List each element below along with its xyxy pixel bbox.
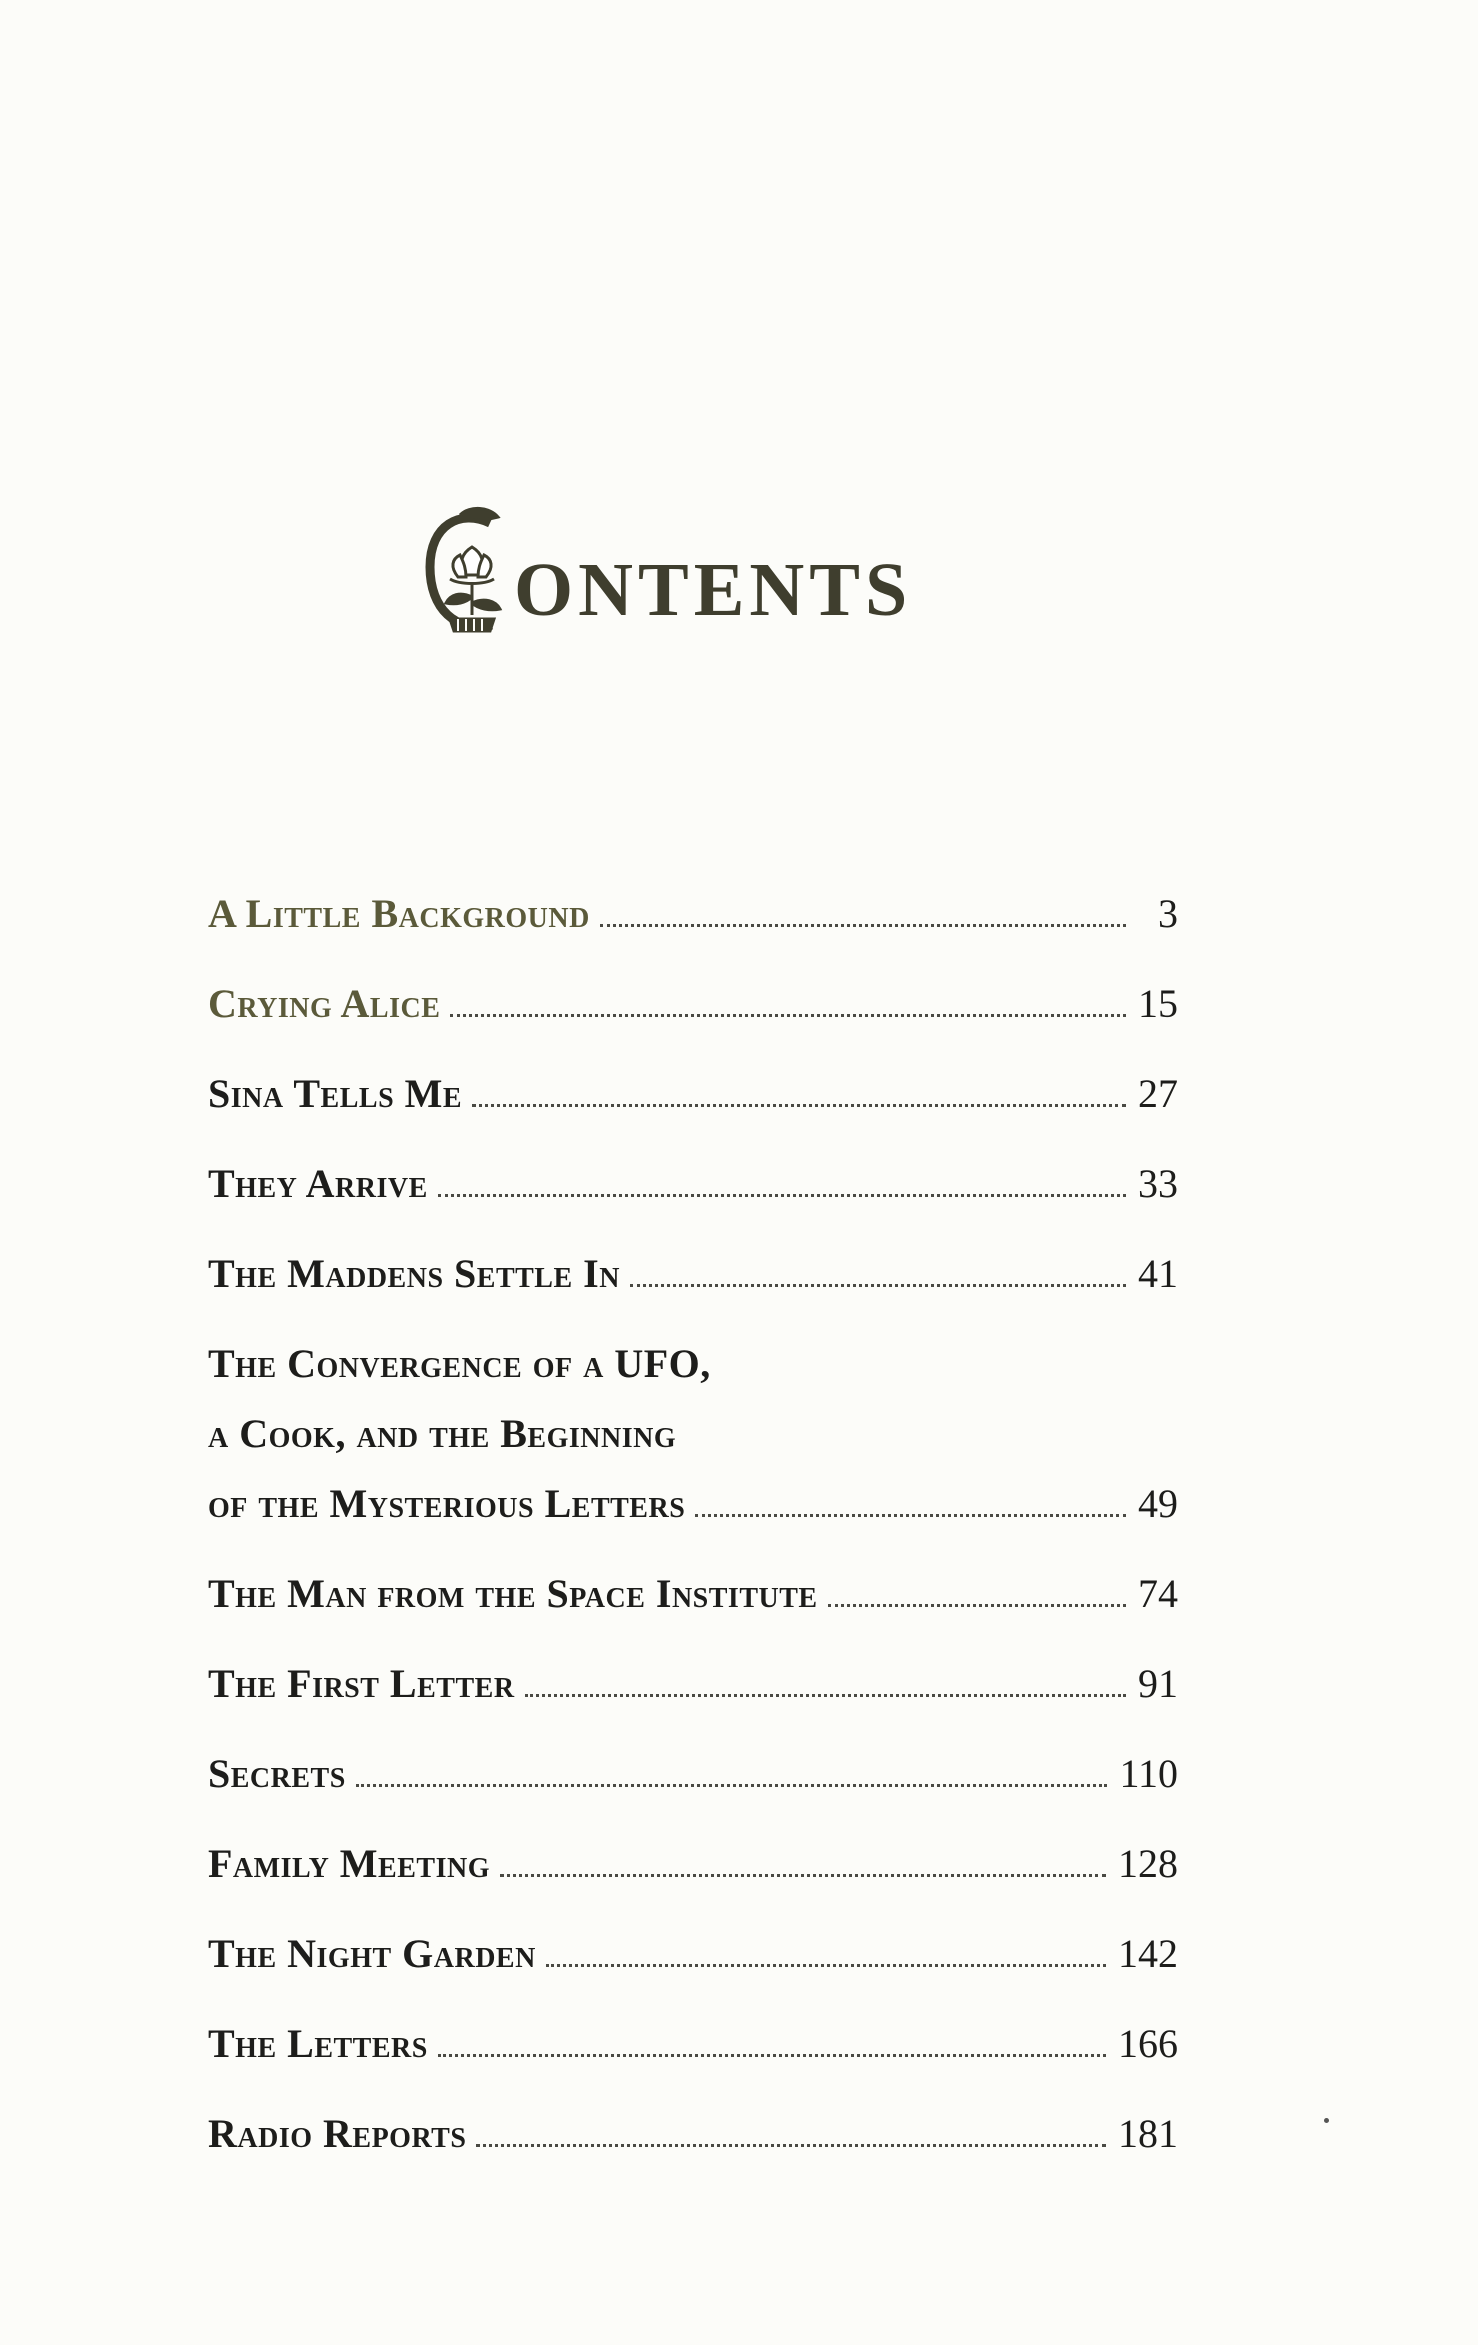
toc-entry-title: The Maddens Settle In — [208, 1251, 620, 1296]
dot-leader — [356, 1783, 1108, 1787]
toc-entry-page: 110 — [1119, 1751, 1178, 1796]
toc-entry-the-letters[interactable] — [208, 2020, 1178, 2064]
dot-leader — [546, 1963, 1106, 1967]
dot-leader — [525, 1693, 1126, 1697]
toc-entry-the-convergence-of-a-ufo[interactable] — [208, 1340, 1178, 1524]
dot-leader — [476, 2143, 1106, 2147]
toc-entry-radio-reports[interactable] — [208, 2110, 1178, 2154]
toc-entry-page: 91 — [1138, 1661, 1178, 1706]
toc-entry-page: 33 — [1138, 1161, 1178, 1206]
toc-entry-page: 15 — [1138, 981, 1178, 1026]
print-speck — [1324, 2118, 1329, 2123]
toc-entry-page: 128 — [1118, 1841, 1178, 1886]
dot-leader — [500, 1873, 1106, 1877]
contents-heading — [420, 500, 912, 640]
dot-leader — [438, 1193, 1126, 1197]
dot-leader — [600, 923, 1126, 927]
toc-entry-they-arrive[interactable] — [208, 1160, 1178, 1204]
toc-entry-a-little-background[interactable] — [208, 890, 1178, 934]
ornamental-lotus-initial-c-icon — [420, 505, 510, 640]
toc-entry-title: The Man from the Space Institute — [208, 1571, 818, 1616]
toc-entry-title: Sina Tells Me — [208, 1071, 463, 1116]
toc-entry-page: 166 — [1118, 2021, 1178, 2066]
toc-entry-page: 41 — [1138, 1251, 1178, 1296]
dot-leader — [695, 1513, 1126, 1517]
toc-entry-page: 74 — [1138, 1571, 1178, 1616]
toc-entry-page: 181 — [1118, 2111, 1178, 2156]
toc-entry-the-first-letter[interactable] — [208, 1660, 1178, 1704]
toc-entry-page: 49 — [1138, 1481, 1178, 1526]
dot-leader — [438, 2053, 1106, 2057]
toc-entry-title: Crying Alice — [208, 981, 441, 1026]
toc-entry-title-line-1: The Convergence of a UFO, — [208, 1341, 711, 1386]
toc-entry-title: A Little Background — [208, 891, 590, 936]
toc-entry-title: The Letters — [208, 2021, 428, 2066]
toc-entry-the-night-garden[interactable] — [208, 1930, 1178, 1974]
toc-entry-title: Radio Reports — [208, 2111, 467, 2156]
toc-entry-page: 142 — [1118, 1931, 1178, 1976]
toc-entry-family-meeting[interactable] — [208, 1840, 1178, 1884]
toc-entry-title-line-3: of the Mysterious Letters — [208, 1481, 686, 1526]
toc-entry-sina-tells-me[interactable] — [208, 1070, 1178, 1114]
toc-entry-page: 27 — [1138, 1071, 1178, 1116]
dot-leader — [630, 1283, 1126, 1287]
toc-entry-line — [208, 1410, 1178, 1454]
toc-entry-title: They Arrive — [208, 1161, 428, 1206]
toc-entry-line — [208, 1340, 1178, 1384]
toc-entry-secrets[interactable] — [208, 1750, 1178, 1794]
toc-entry-crying-alice[interactable] — [208, 980, 1178, 1024]
toc-entry-title: Family Meeting — [208, 1841, 490, 1886]
toc-entry-title: The First Letter — [208, 1661, 515, 1706]
toc-entry-title-line-2: a Cook, and the Beginning — [208, 1411, 677, 1456]
toc-entry-title: The Night Garden — [208, 1931, 536, 1976]
toc-entry-title: Secrets — [208, 1751, 346, 1796]
dot-leader — [450, 1013, 1126, 1017]
toc-entry-the-maddens-settle-in[interactable] — [208, 1250, 1178, 1294]
dot-leader — [828, 1603, 1126, 1607]
toc-entry-page: 3 — [1158, 891, 1178, 936]
dot-leader — [472, 1103, 1126, 1107]
table-of-contents — [208, 890, 1178, 2200]
toc-entry-the-man-from-the-space-institute[interactable] — [208, 1570, 1178, 1614]
toc-entry-line — [208, 1480, 1178, 1524]
contents-heading-text: ONTENTS — [514, 548, 913, 632]
